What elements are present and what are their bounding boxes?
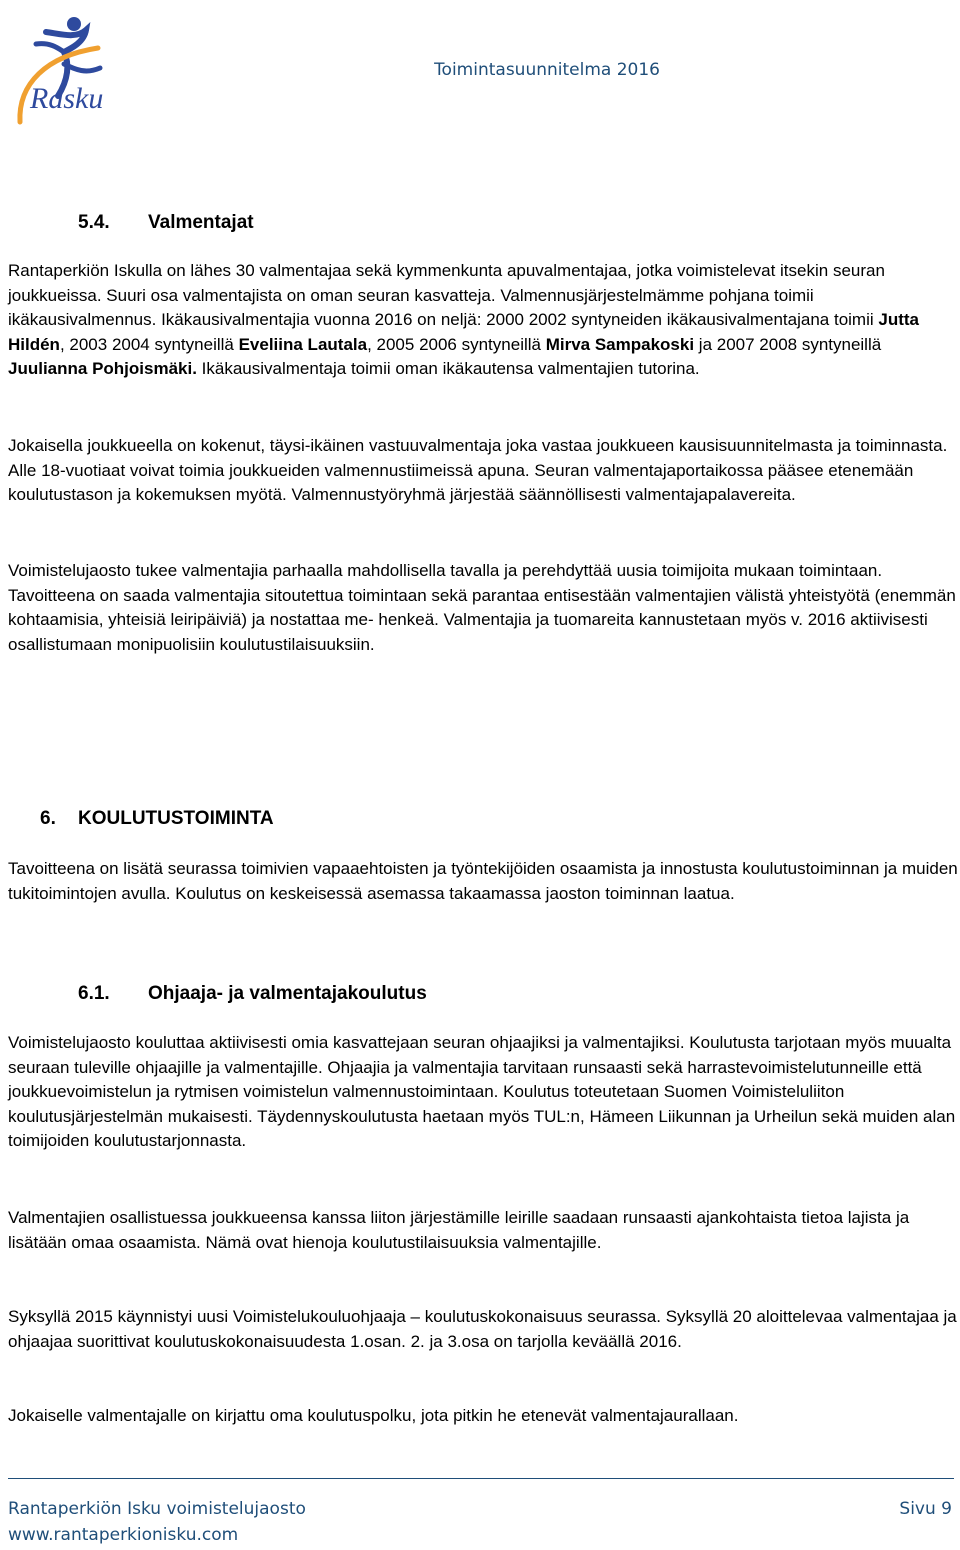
- section-heading-6: [40, 808, 274, 830]
- coach-name: Jutta Hildén: [8, 310, 919, 354]
- paragraph-voimistelujaosto-tukee: Voimistelujaosto tukee valmentajia parhaalla mahdollisella tavalla ja perehdyttää uusia toimijoita mukaan toimintaan. Tavoitteena on saada valmentajia sitoutettua toimintaan sekä parantaa entisestään valmentajien välistä yhteistyötä (enemmän kohtaamisia, yhteisiä leiripäiviä) ja nostattaa me- henkeä. Valmentajia ja tuomareita kannustetaan myös v. 2016 aktiivisesti osallistumaan monipuolisiin koulutustilaisuuksiin.: [8, 561, 956, 654]
- paragraph-leirit: Valmentajien osallistuessa joukkueensa kanssa liiton järjestämille leirille saadaan runsaasti ajankohtaista tietoa lajista ja lisätään omaa osaamista. Nämä ovat hienoja koulutustilaisuuksia valmentajille.: [8, 1208, 910, 1252]
- text-run: , 2005 2006 syntyneillä: [367, 334, 546, 354]
- footer-page-number: Sivu 9: [899, 1499, 952, 1519]
- footer-divider: [8, 1478, 954, 1479]
- text-run: Ikäkausivalmentaja toimii oman ikäkautensa valmentajien tutorina.: [196, 359, 700, 379]
- coach-name: Juulianna Pohjoismäki.: [8, 359, 197, 379]
- paragraph-koulutustoiminta: Tavoitteena on lisätä seurassa toimivien vapaaehtoisten ja työntekijöiden osaamista ja innostusta koulutustoiminnan ja muiden tukitoimintojen avulla. Koulutus on keskeisessä asemassa takaamassa jaoston toiminnan laatua.: [8, 859, 958, 903]
- section-title: Valmentajat: [148, 212, 254, 233]
- text-run: Rantaperkiön Iskulla on lähes 30 valmentajaa sekä kymmenkunta apuvalmentajaa, jotka voimistelevat itsekin seuran joukkueissa. Suuri osa valmentajista on oman seuran kasvatteja. Valmennusjärjestelmämme pohjana toimii ikäkausivalmennus. Ikäkausivalmentajia vuonna 2016 on neljä: 2000 2002 syntyneiden ikäkausivalmentajana toimii: [8, 261, 885, 330]
- text-run: , 2003 2004 syntyneillä: [59, 334, 239, 354]
- logo-letter-r: Rasku: [30, 82, 104, 115]
- coach-name: Mirva Sampakoski: [545, 334, 695, 354]
- coach-name: Eveliina Lautala: [238, 334, 368, 354]
- paragraph-koulutuspolku: Jokaiselle valmentajalle on kirjattu oma koulutuspolku, jota pitkin he etenevät valmentajaurallaan.: [8, 1406, 739, 1425]
- section-title: Ohjaaja- ja valmentajakoulutus: [148, 983, 427, 1004]
- text-run: ja 2007 2008 syntyneillä: [694, 334, 882, 354]
- paragraph-valmentajat-intro: [8, 259, 958, 382]
- paragraph-ohjaajakoulutus: Voimistelujaosto kouluttaa aktiivisesti omia kasvattejaan seuran ohjaajiksi ja valmentajiksi. Koulutusta tarjotaan myös muualta seuraan tuleville ohjaajille ja valmentajille. Ohjaajia ja valmentajia tarvitaan runsaasti sekä harrastevoimistelutunneille että joukkuevoimistelun ja rytmisen voimistelun valmennustoimintaan. Koulutus toteutetaan Suomen Voimisteluliiton koulutusjärjestelmän mukaisesti. Täydennyskoulutusta haetaan myös TUL:n, Hämeen Liikunnan ja Urheilun sekä muiden alan toimijoiden koulutustarjonnasta.: [8, 1033, 956, 1151]
- footer-left: [8, 1496, 306, 1548]
- section-number: 6.1.: [78, 983, 110, 1004]
- document-title: Toimintasuunnitelma 2016: [434, 60, 660, 80]
- paragraph-voimistelukouluohjaaja: Syksyllä 2015 käynnistyi uusi Voimistelukouluohjaaja – koulutuskokonaisuus seurassa. Syksyllä 20 aloittelevaa valmentajaa ja ohjaajaa suorittivat koulutuskokonaisuudesta 1.osan. 2. ja 3.osa on tarjolla keväällä 2016.: [8, 1307, 957, 1351]
- section-heading-6-1: [78, 983, 427, 1005]
- paragraph-vastuuvalmentaja: Jokaisella joukkueella on kokenut, täysi-ikäinen vastuuvalmentaja joka vastaa joukkueen kausisuunnitelmasta ja toiminnasta. Alle 18-vuotiaat voivat toimia joukkueiden valmennustiimeissä apuna. Seuran valmentajaportaikossa pääsee etenemään koulutustason ja kokemuksen myötä. Valmennustyöryhmä järjestää säännöllisesti valmentajapalavereita.: [8, 436, 948, 505]
- footer-organization: Rantaperkiön Isku voimistelujaosto: [8, 1499, 306, 1519]
- section-number: 5.4.: [78, 212, 110, 233]
- footer-website-link[interactable]: www.rantaperkionisku.com: [8, 1525, 239, 1545]
- section-heading-5-4: [78, 212, 254, 234]
- gymnast-logo-icon: [6, 4, 114, 136]
- section-title: KOULUTUSTOIMINTA: [78, 808, 274, 829]
- section-number: 6.: [40, 808, 56, 829]
- rasku-logo: [6, 4, 114, 136]
